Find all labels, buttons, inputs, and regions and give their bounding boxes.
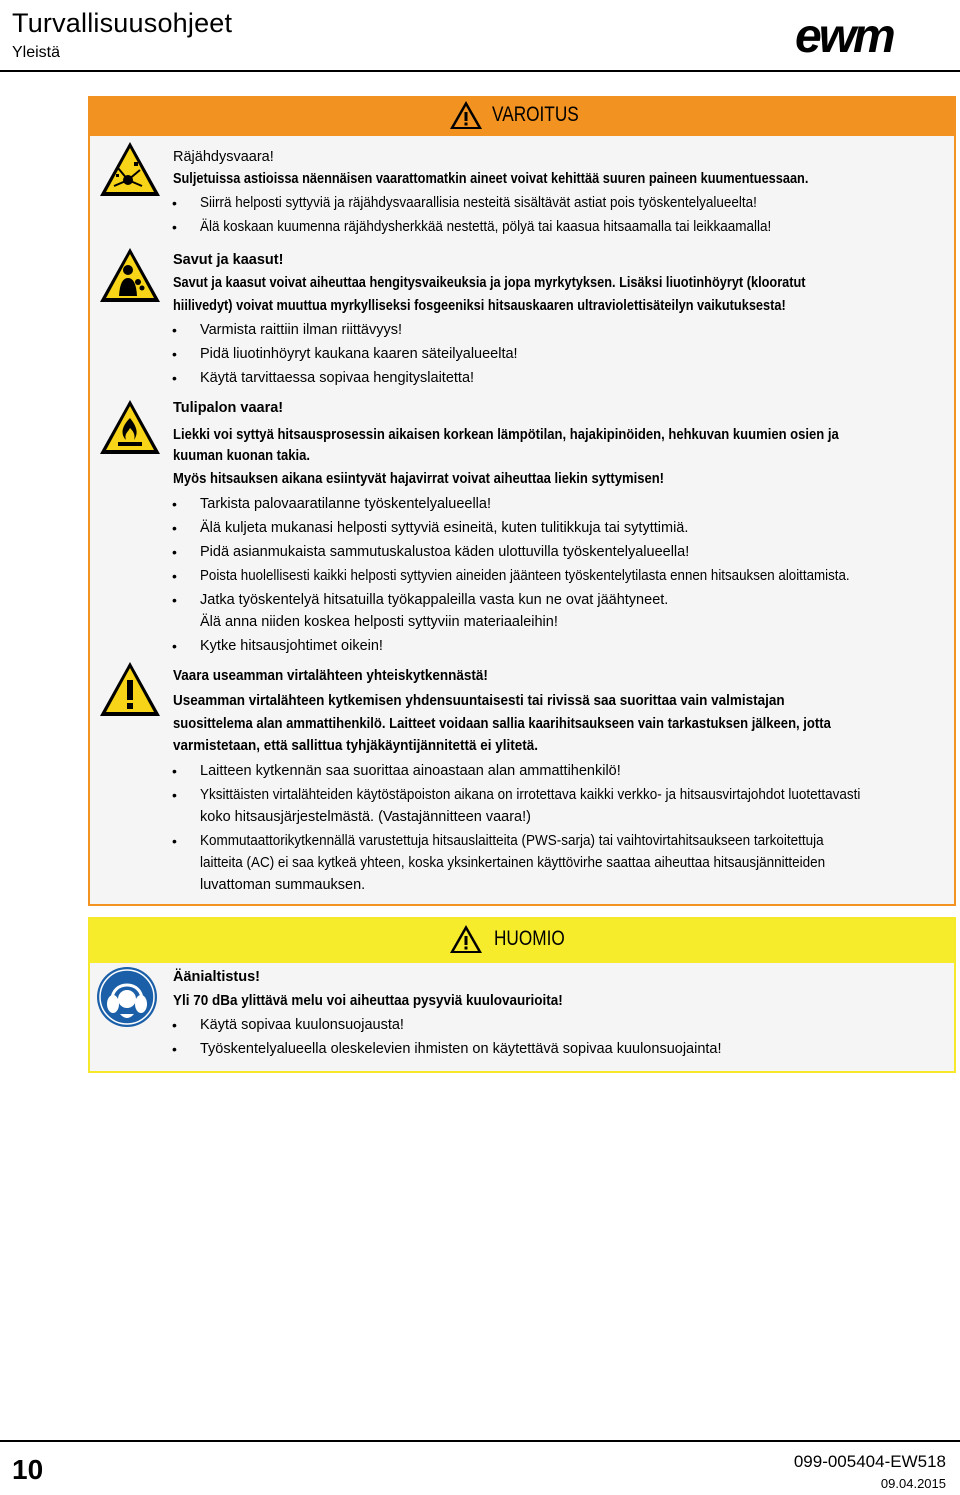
multi-source-item-continued: luvattoman summauksen.	[200, 877, 366, 893]
noise-heading: Äänialtistus!	[173, 969, 261, 985]
bullet: •	[172, 496, 177, 512]
toxic-fumes-icon	[98, 246, 162, 304]
bullet: •	[172, 638, 177, 654]
explosion-item: Älä koskaan kuumenna räjähdysherkkää nestettä, pölyä tai kaasua hitsaamalla tai leikkaamalla!	[200, 219, 772, 235]
fire-lead: Myös hitsauksen aikana esiintyvät hajavirrat voivat aiheuttaa liekin syttymisen!	[173, 471, 665, 487]
bullet: •	[172, 1041, 177, 1057]
ewm-logo	[793, 12, 941, 60]
fumes-item: Pidä liuotinhöyryt kaukana kaaren säteilyalueelta!	[200, 346, 518, 362]
fumes-item: Varmista raittiin ilman riittävyys!	[200, 322, 402, 338]
bullet: •	[172, 592, 177, 608]
explosive-hazard-icon	[98, 140, 162, 198]
explosion-item: Siirrä helposti syttyviä ja räjähdysvaarallisia nesteitä sisältävät astiat pois työskentelyalueelta!	[200, 195, 757, 211]
multi-source-lead: varmistetaan, että sallittua tyhjäkäyntijännitettä ei ylitetä.	[173, 738, 538, 754]
fire-lead: kuuman kuonan takia.	[173, 448, 311, 464]
document-date: 09.04.2015	[880, 1476, 946, 1491]
general-warning-icon	[98, 660, 162, 718]
fire-heading: Tulipalon vaara!	[173, 400, 284, 416]
bullet: •	[172, 544, 177, 560]
bullet: •	[172, 763, 177, 779]
multi-source-item: Yksittäisten virtalähteiden käytöstäpoiston aikana on irrotettava kaikki verkko- ja hitsausvirtajohdot luotettavasti	[200, 787, 861, 803]
multi-source-item-continued: koko hitsausjärjestelmästä. (Vastajännitteen vaara!)	[200, 809, 531, 825]
fire-item: Älä kuljeta mukanasi helposti syttyviä esineitä, kuten tulitikkuja tai sytyttimiä.	[200, 520, 689, 536]
noise-item: Käytä sopivaa kuulonsuojausta!	[200, 1017, 404, 1033]
explosion-heading: Räjähdysvaara!	[173, 149, 274, 165]
fire-item: Jatka työskentelyä hitsatuilla työkappaleilla vasta kun ne ovat jäähtyneet.	[200, 592, 669, 608]
noise-lead: Yli 70 dBa ylittävä melu voi aiheuttaa pysyviä kuulovaurioita!	[173, 993, 563, 1009]
fire-item: Poista huolellisesti kaikki helposti syttyvien aineiden jäänteen työskentelytilasta ennen hitsauksen aloittamista.	[200, 568, 850, 584]
flammable-hazard-icon	[98, 398, 162, 456]
multi-source-item: Kommutaattorikytkennällä varustettuja hitsauslaitteita (PWS-sarja) tai vaihtovirtahitsaukseen tarkoitettuja	[200, 833, 824, 849]
bullet: •	[172, 195, 177, 211]
page-subtitle: Yleistä	[12, 44, 61, 61]
fire-item: Tarkista palovaaratilanne työskentelyalueella!	[200, 496, 491, 512]
page-number: 10	[12, 1454, 44, 1485]
fire-lead: Liekki voi syttyä hitsausprosessin aikaisen korkean lämpötilan, hajakipinöiden, hehkuvan kuumien osien ja	[173, 427, 839, 443]
caution-triangle-icon	[449, 924, 483, 954]
bullet: •	[172, 520, 177, 536]
svg-text:ewm: ewm	[795, 12, 893, 60]
multi-source-item: Laitteen kytkennän saa suorittaa ainoastaan alan ammattihenkilö!	[200, 763, 621, 779]
bullet: •	[172, 219, 177, 235]
bullet: •	[172, 322, 177, 338]
bullet: •	[172, 787, 177, 803]
bullet: •	[172, 1017, 177, 1033]
fire-item-continued: Älä anna niiden koskea helposti syttyviin materiaaleihin!	[200, 614, 558, 630]
document-code: 099-005404-EW518	[793, 1452, 946, 1471]
warning-label: VAROITUS	[492, 103, 579, 126]
explosion-lead: Suljetuissa astioissa näennäisen vaarattomatkin aineet voivat kehittää suuren paineen kuumentuessaan.	[173, 171, 809, 187]
fumes-lead: hiilivedyt) voivat muuttua myrkylliseksi fosgeeniksi hitsauskaaren ultraviolettisäteilyn vaikutuksesta!	[173, 298, 786, 314]
note-label: HUOMIO	[494, 927, 565, 950]
page-title: Turvallisuusohjeet	[12, 8, 233, 38]
noise-item: Työskentelyalueella oleskelevien ihmisten on käytettävä sopivaa kuulonsuojainta!	[200, 1041, 722, 1057]
fumes-lead: Savut ja kaasut voivat aiheuttaa hengitysvaikeuksia ja jopa myrkytyksen. Lisäksi liuotinhöyryt (klooratut	[173, 275, 806, 291]
fumes-heading: Savut ja kaasut!	[173, 252, 284, 268]
warning-triangle-icon	[449, 100, 483, 130]
fumes-item: Käytä tarvittaessa sopivaa hengityslaitetta!	[200, 370, 475, 386]
multi-source-heading: Vaara useamman virtalähteen yhteiskytkennästä!	[173, 668, 488, 684]
hearing-protection-icon	[96, 966, 158, 1028]
multi-source-lead: Useamman virtalähteen kytkemisen yhdensuuntaisesti tai rivissä saa suorittaa vain valmistajan	[173, 693, 785, 709]
fire-item: Pidä asianmukaista sammutuskalustoa käden ulottuvilla työskentelyalueella!	[200, 544, 690, 560]
multi-source-item-continued: laitteita (AC) ei saa kytkeä yhteen, koska yksinkertainen käyttövirhe saattaa aiheuttaa hitsausjännitteiden	[200, 855, 826, 871]
bullet: •	[172, 370, 177, 386]
footer-rule	[0, 1440, 960, 1442]
bullet: •	[172, 346, 177, 362]
bullet: •	[172, 568, 177, 584]
fire-item: Kytke hitsausjohtimet oikein!	[200, 638, 383, 654]
header-rule	[0, 70, 960, 72]
bullet: •	[172, 833, 177, 849]
multi-source-lead: suosittelema alan ammattihenkilö. Laitteet voidaan sallia kaarihitsaukseen vain tarkastuksen jälkeen, jotta	[173, 716, 831, 732]
